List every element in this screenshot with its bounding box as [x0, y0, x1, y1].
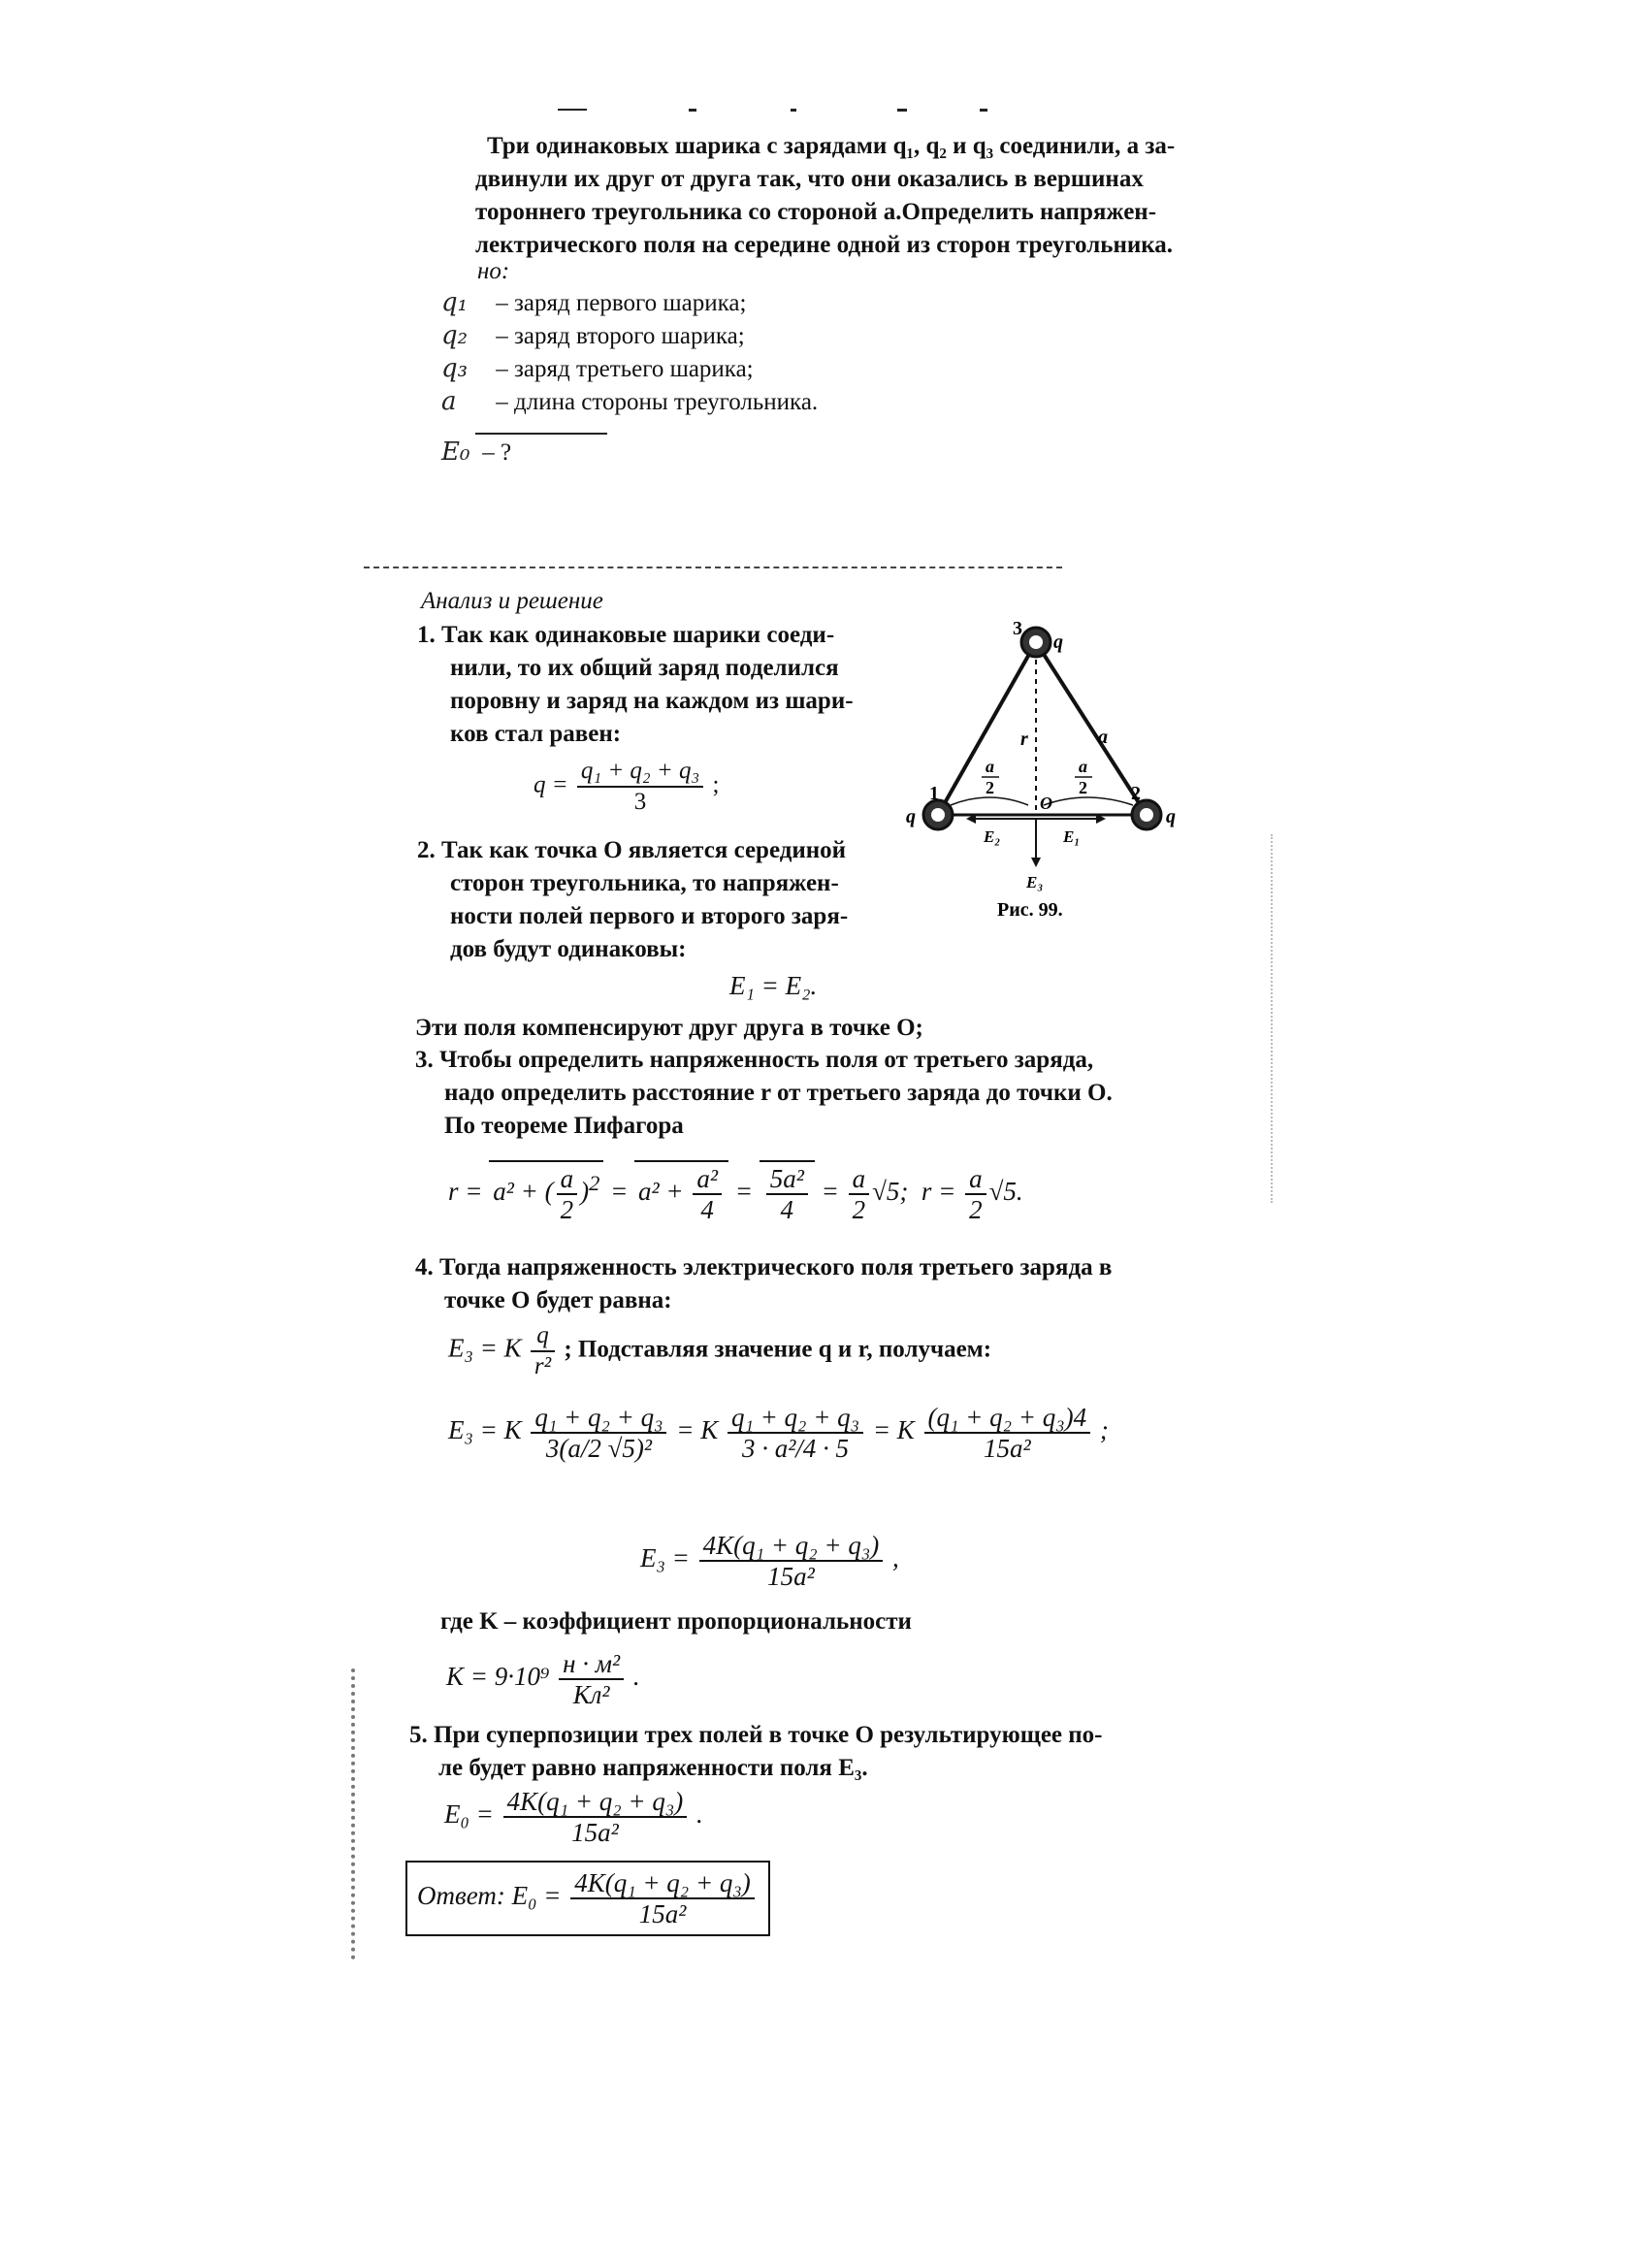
given-heading: но:	[477, 258, 510, 284]
given-text: – заряд третьего шарика;	[496, 356, 754, 382]
fraction	[570, 1868, 755, 1928]
numerator: 5a²	[766, 1164, 808, 1195]
eq-tail: .	[632, 1662, 640, 1692]
given-item	[441, 287, 818, 320]
eq-part: √5.	[988, 1177, 1023, 1207]
fraction	[849, 1164, 870, 1224]
sqrt	[760, 1160, 815, 1224]
eq-part: a² +	[493, 1177, 538, 1207]
eq-part: =	[610, 1177, 635, 1207]
half-left-den: 2	[986, 778, 994, 797]
numerator: q₁ + q₂ + q₃	[728, 1403, 863, 1434]
numerator: н · м²	[559, 1649, 624, 1680]
step-2-line: дов будут одинаковы:	[450, 936, 687, 962]
step-3-line: надо определить расстояние r от третьего заряда до точки O.	[444, 1080, 1113, 1106]
denominator: 3 · a²/4 · 5	[741, 1434, 850, 1463]
step-1	[417, 619, 854, 751]
fraction	[531, 1403, 666, 1463]
numerator: a²	[693, 1164, 722, 1195]
eq-lhs: q =	[534, 771, 568, 798]
equation-e0	[444, 1787, 703, 1847]
eq-part: a² +	[638, 1177, 684, 1207]
fraction	[559, 1649, 624, 1709]
fraction	[503, 1787, 688, 1847]
vertex-3-label: 3	[1013, 618, 1022, 639]
charge-2-inner	[1140, 808, 1153, 822]
given-divider	[475, 433, 607, 435]
answer-label: Ответ:	[417, 1881, 505, 1911]
step-1-line: поровну и заряд на каждом из шари-	[450, 688, 854, 714]
eq-part: = K	[676, 1415, 719, 1445]
step-5	[409, 1719, 1103, 1785]
compensate-text: Эти поля компенсируют друг друга в точке O;	[415, 1015, 923, 1041]
half-right-brace	[1044, 797, 1133, 805]
scan-mark	[980, 109, 987, 112]
numerator: (q₁ + q₂ + q₃)4	[924, 1403, 1091, 1434]
step-5-line: ле будет равно напряженности поля E₃.	[438, 1755, 868, 1781]
figure-caption: Рис. 99.	[997, 899, 1063, 921]
eq-part: = K	[872, 1415, 915, 1445]
section-divider	[364, 567, 1062, 568]
charge-3-inner	[1029, 635, 1043, 649]
fraction	[577, 757, 703, 817]
eq-part: =	[821, 1177, 839, 1207]
a-label: a	[1098, 727, 1108, 748]
denominator: Кл²	[572, 1680, 610, 1709]
numerator: a	[849, 1164, 870, 1195]
step-2-line: сторон треугольника, то напряжен-	[450, 870, 839, 896]
scan-mark	[558, 109, 587, 111]
problem-line: тороннего треугольника со стороной a.Определить напряжен-	[475, 199, 1157, 225]
o-label: O	[1040, 794, 1052, 813]
eq-part: r =	[448, 1177, 483, 1207]
scan-mark	[897, 109, 907, 112]
exponent: 2	[589, 1171, 600, 1196]
half-right-num: a	[1079, 757, 1087, 776]
given-symbol: q₂	[441, 321, 469, 350]
numerator: q₁ + q₂ + q₃	[577, 757, 703, 788]
given-symbol: q₃	[441, 354, 469, 383]
e1-label: E₁	[1063, 827, 1081, 846]
step-3-line: 3. Чтобы определить напряженность поля от третьего заряда,	[415, 1047, 1094, 1073]
given-list	[441, 287, 818, 419]
where-k-text: где K – коэффициент пропорциональности	[440, 1608, 912, 1635]
equation-q	[534, 757, 719, 817]
step-3-line: По теореме Пифагора	[444, 1113, 684, 1139]
denominator: 3	[633, 789, 647, 815]
e3-label: E₃	[1026, 873, 1044, 891]
denominator: 2	[560, 1195, 574, 1224]
eq-lhs: E₃ = K	[448, 1333, 522, 1363]
denominator: r²	[534, 1353, 552, 1379]
step-4-line: 4. Тогда напряженность электрического поля третьего заряда в	[415, 1254, 1113, 1280]
given-item	[441, 386, 818, 419]
half-right-den: 2	[1079, 778, 1087, 797]
denominator: 2	[969, 1195, 983, 1224]
problem-line: двинули их друг от друга так, что они оказались в вершинах	[475, 166, 1144, 192]
find-symbol: E₀	[441, 437, 470, 467]
numerator: a	[557, 1164, 578, 1195]
denominator: 15a²	[638, 1899, 687, 1928]
step-5-line: 5. При суперпозиции трех полей в точке O результирующее по-	[409, 1722, 1103, 1748]
eq-part: √5;	[872, 1177, 909, 1207]
step-1-line: нили, то их общий заряд поделился	[450, 655, 839, 681]
step-1-line: 1. Так как одинаковые шарики соеди-	[417, 622, 835, 648]
equation-e3-final	[640, 1531, 899, 1591]
numerator: 4K(q₁ + q₂ + q₃)	[699, 1531, 884, 1562]
scan-mark	[689, 109, 696, 112]
find-row	[441, 437, 511, 469]
numerator: 4K(q₁ + q₂ + q₃)	[503, 1787, 688, 1818]
fraction	[728, 1403, 863, 1463]
problem-line: лектрического поля на середине одной из сторон треугольника.	[475, 232, 1174, 258]
answer-box	[405, 1861, 770, 1936]
eq-lhs: K = 9·10⁹	[446, 1662, 550, 1692]
step-4	[415, 1251, 1112, 1317]
step-3	[415, 1044, 1113, 1143]
vertex-1-q: q	[906, 806, 916, 827]
given-symbol: a	[441, 387, 457, 416]
eq-part: r =	[921, 1177, 956, 1207]
solution-heading: Анализ и решение	[421, 588, 603, 614]
e2-label: E₂	[984, 827, 1001, 846]
half-left-brace	[951, 797, 1028, 805]
equation-r	[448, 1160, 1023, 1224]
sqrt	[634, 1160, 728, 1224]
eq-tail: ;	[1099, 1415, 1109, 1445]
given-symbol: q₁	[441, 288, 469, 317]
fraction	[965, 1164, 986, 1224]
scan-mark	[791, 109, 796, 112]
triangle-side-right	[1036, 642, 1147, 815]
fraction	[531, 1321, 555, 1381]
given-item	[441, 320, 818, 353]
scan-edge	[1271, 834, 1273, 1203]
numerator: a	[965, 1164, 986, 1195]
equation-e1-e2: E₁ = E₂.	[729, 971, 818, 1000]
vertex-3-q: q	[1053, 632, 1063, 653]
step-2-line: ности полей первого и второго заря-	[450, 903, 849, 929]
given-text: – длина стороны треугольника.	[496, 389, 819, 415]
denominator: 3(a/2 √5)²	[545, 1434, 652, 1463]
eq-tail: ,	[891, 1543, 899, 1573]
problem-statement	[475, 130, 1175, 262]
denominator: 15a²	[767, 1562, 815, 1591]
equation-e3-general	[448, 1321, 991, 1381]
problem-line: Три одинаковых шарика с зарядами q₁, q₂ и q₃ соединили, а за-	[487, 133, 1176, 159]
eq-lhs: E₀ =	[444, 1799, 494, 1830]
step-2	[417, 834, 848, 966]
eq-tail: ; Подставляя значение q и r, получаем:	[564, 1336, 992, 1363]
step-1-line: ков стал равен:	[450, 721, 622, 747]
e3-arrowhead	[1031, 858, 1041, 867]
denominator: 15a²	[571, 1818, 619, 1847]
binding-strip	[351, 1669, 355, 1960]
eq-tail: .	[695, 1799, 703, 1830]
eq-lhs: E₃ = K	[448, 1415, 522, 1445]
fraction	[766, 1164, 808, 1224]
step-2-line: 2. Так как точка O является серединой	[417, 837, 847, 863]
equation-k	[446, 1649, 640, 1709]
find-text: – ?	[482, 439, 512, 466]
denominator: 15a²	[984, 1434, 1031, 1463]
vertex-2-label: 2	[1131, 783, 1141, 804]
denominator: 4	[780, 1195, 794, 1224]
denominator: 2	[852, 1195, 866, 1224]
equation-e3-expanded	[448, 1403, 1109, 1463]
charge-1-inner	[931, 808, 945, 822]
numerator: q	[531, 1321, 555, 1352]
given-text: – заряд первого шарика;	[496, 290, 747, 316]
denominator: 4	[700, 1195, 714, 1224]
sqrt: a² + ( $\frac{a}{2}$ )$^2$	[489, 1160, 603, 1224]
eq-part: =	[734, 1177, 753, 1207]
triangle-figure	[892, 611, 1212, 922]
half-left-num: a	[986, 757, 994, 776]
fraction	[557, 1164, 578, 1224]
fraction	[699, 1531, 884, 1591]
numerator: q₁ + q₂ + q₃	[531, 1403, 666, 1434]
eq-tail: ;	[712, 771, 720, 798]
step-4-line: точке O будет равна:	[444, 1287, 672, 1313]
vertex-1-label: 1	[929, 783, 939, 804]
numerator: 4K(q₁ + q₂ + q₃)	[570, 1868, 755, 1899]
given-text: – заряд второго шарика;	[496, 323, 745, 349]
answer-lhs: E₀ =	[511, 1881, 562, 1911]
eq-lhs: E₃ =	[640, 1543, 690, 1573]
fraction	[693, 1164, 722, 1224]
given-item	[441, 353, 818, 386]
fraction	[924, 1403, 1091, 1463]
vertex-2-q: q	[1166, 806, 1176, 827]
r-label: r	[1020, 729, 1028, 750]
